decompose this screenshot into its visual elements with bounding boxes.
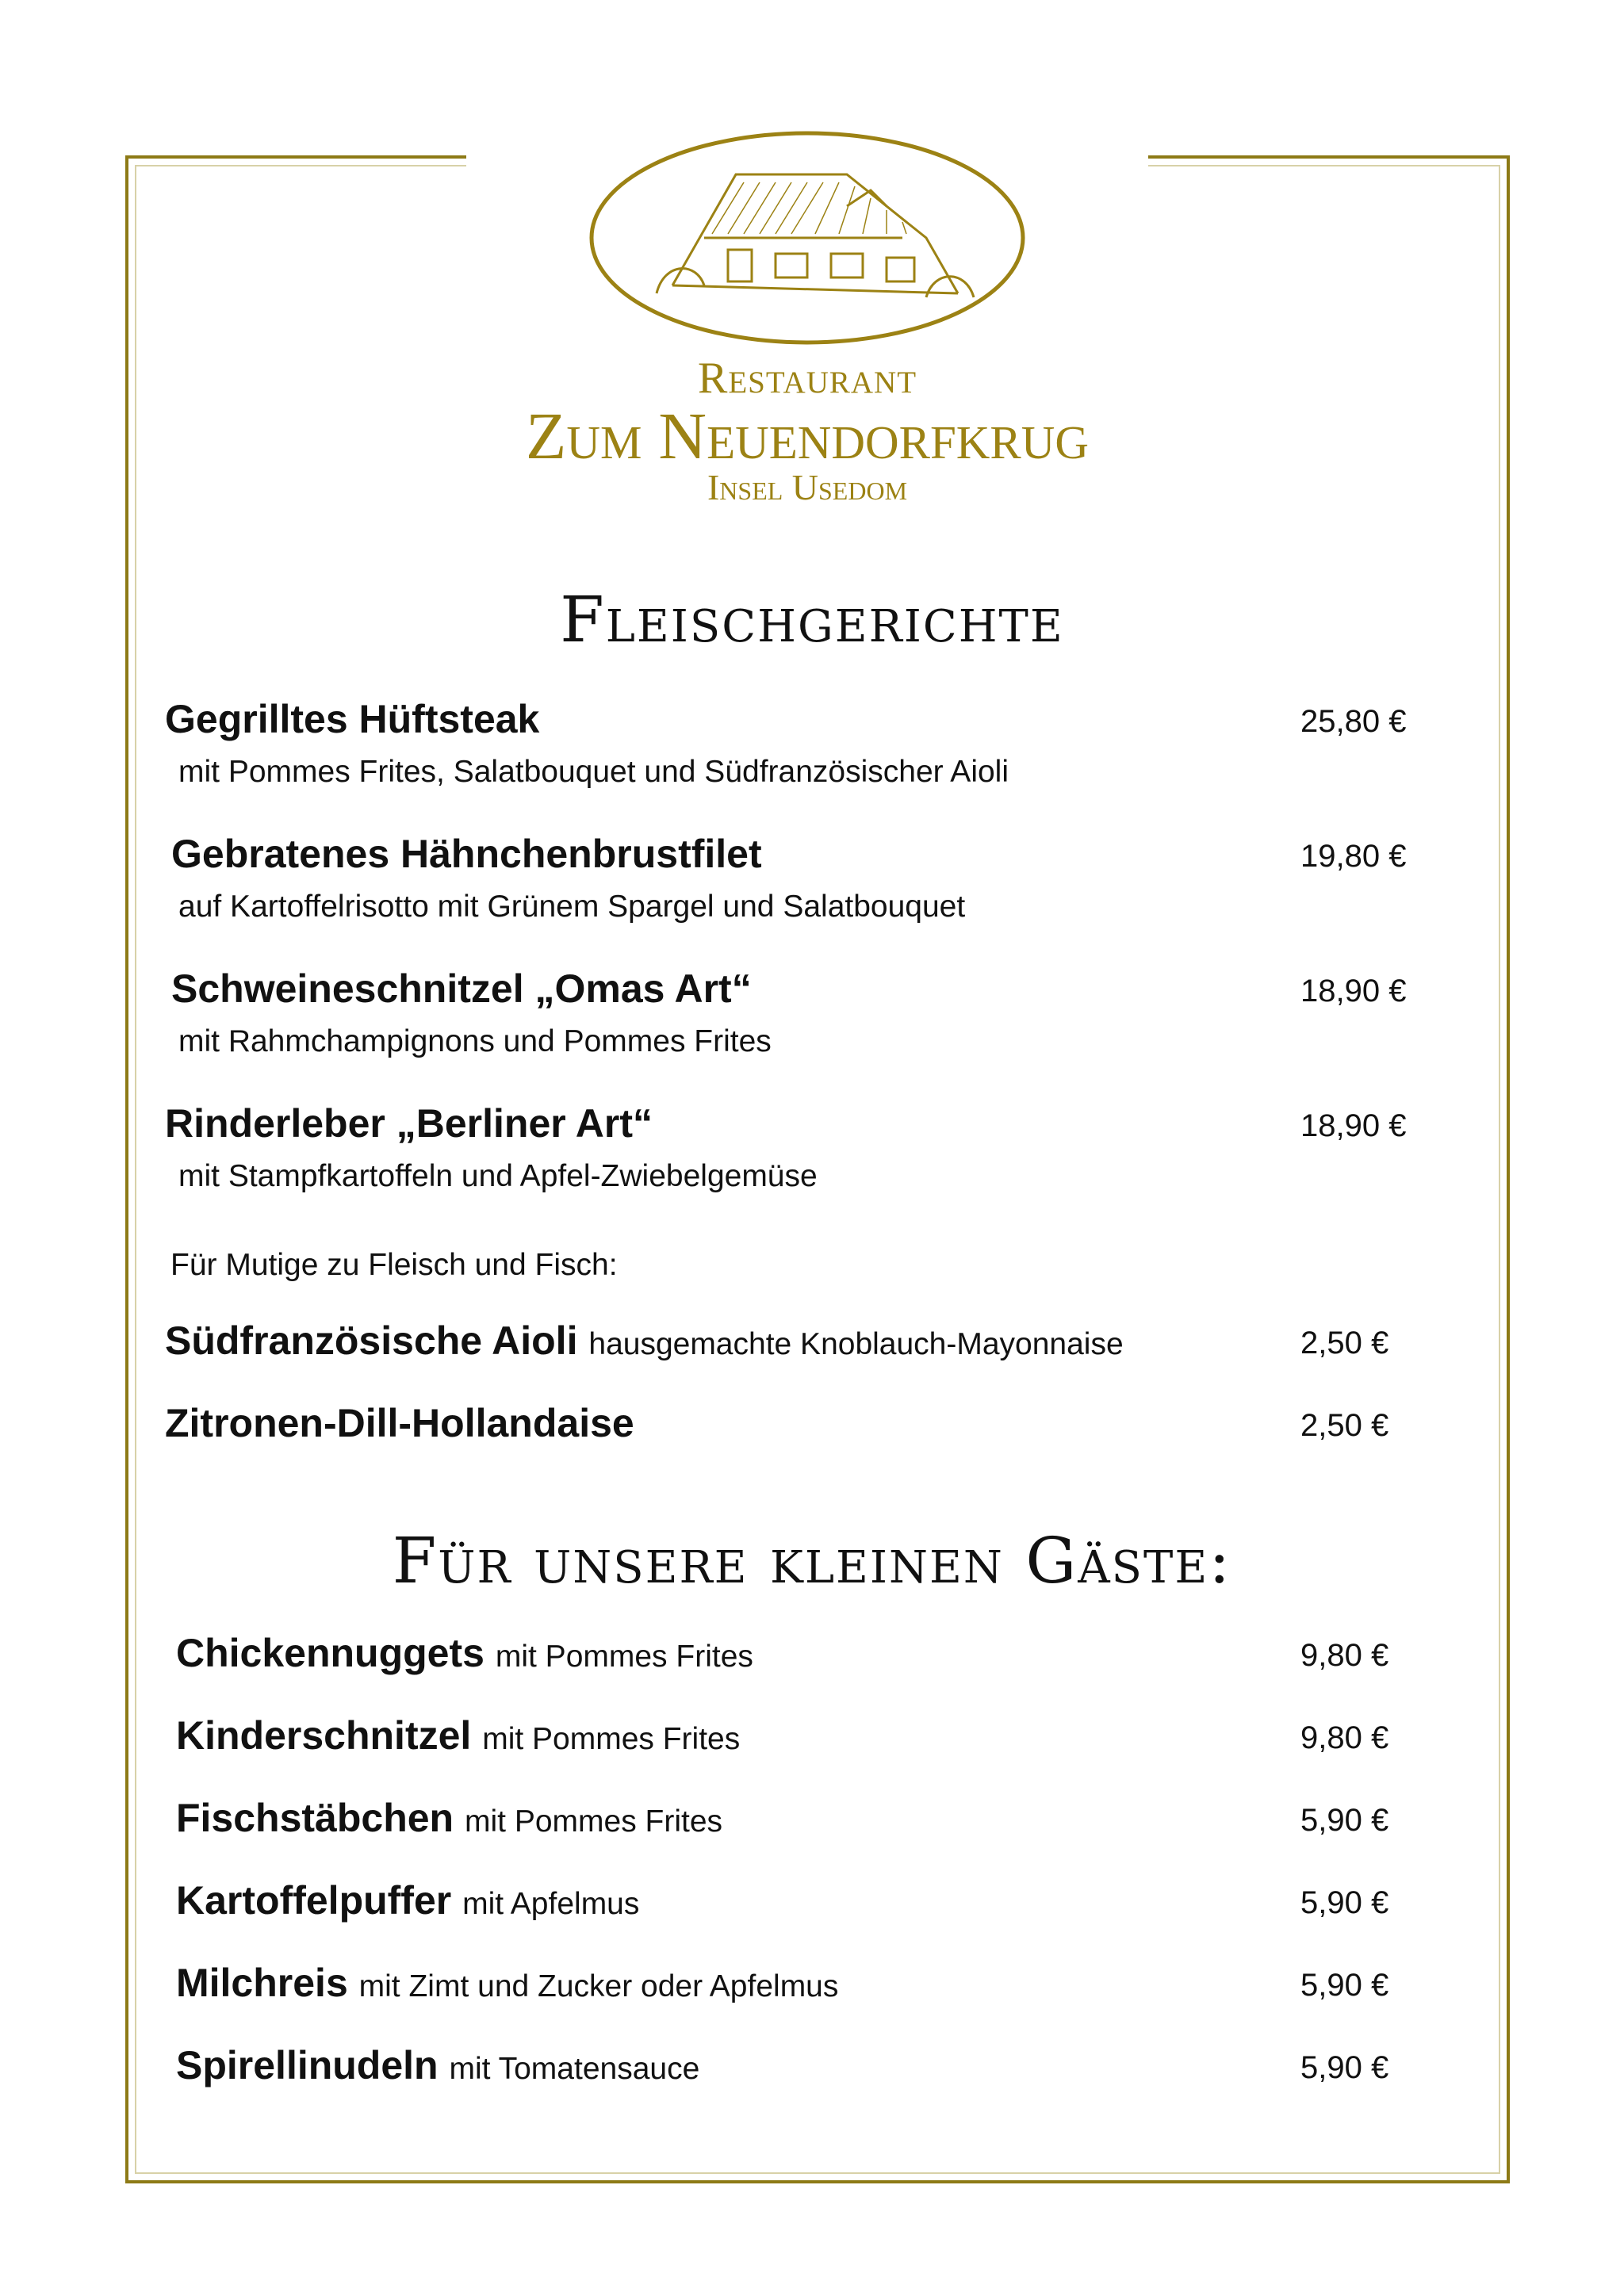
dish-price: 9,80 € bbox=[1300, 1638, 1389, 1673]
dish-description: mit Stampfkartoffeln und Apfel-Zwiebelgemüse bbox=[178, 1159, 818, 1193]
restaurant-logo bbox=[466, 95, 1148, 533]
dish-name: Milchreis mit Zimt und Zucker oder Apfelmus bbox=[176, 1961, 839, 2005]
dish-name: Gegrilltes Hüftsteak bbox=[165, 697, 540, 741]
dish-name: Rinderleber „Berliner Art“ bbox=[165, 1101, 653, 1146]
dish-price: 19,80 € bbox=[1300, 839, 1407, 874]
dish-description: mit Tomatensauce bbox=[449, 2052, 700, 2086]
dish-name: Gebratenes Hähnchenbrustfilet bbox=[171, 832, 762, 876]
dish-price: 25,80 € bbox=[1300, 704, 1407, 739]
house-engraving-icon bbox=[585, 127, 1029, 349]
dish-price: 2,50 € bbox=[1300, 1408, 1389, 1443]
dish-name: Kinderschnitzel mit Pommes Frites bbox=[176, 1713, 741, 1758]
dish-description: mit Pommes Frites bbox=[495, 1640, 753, 1674]
dish-name: Spirellinudeln mit Tomatensauce bbox=[176, 2043, 700, 2087]
dish-name: Zitronen-Dill-Hollandaise bbox=[165, 1401, 634, 1445]
dish-name: Fischstäbchen mit Pommes Frites bbox=[176, 1796, 723, 1840]
dish-price: 5,90 € bbox=[1300, 1968, 1389, 2003]
dish-description: mit Pommes Frites bbox=[482, 1722, 741, 1756]
dish-description: auf Kartoffelrisotto mit Grünem Spargel und Salatbouquet bbox=[178, 890, 966, 924]
dish-description: mit Pommes Frites bbox=[465, 1804, 723, 1839]
dish-description: mit Apfelmus bbox=[462, 1887, 640, 1921]
dish-description: mit Zimt und Zucker oder Apfelmus bbox=[358, 1969, 839, 2003]
dish-name: Südfranzösische Aioli hausgemachte Knoblauch-Mayonnaise bbox=[165, 1318, 1124, 1363]
dish-name: Chickennuggets mit Pommes Frites bbox=[176, 1631, 753, 1675]
dish-price: 5,90 € bbox=[1300, 1885, 1389, 1920]
logo-location: Insel Usedom bbox=[707, 467, 908, 507]
dish-name: Schweineschnitzel „Omas Art“ bbox=[171, 966, 752, 1011]
dish-description: mit Pommes Frites, Salatbouquet und Südfranzösischer Aioli bbox=[178, 755, 1009, 789]
dish-description: mit Rahmchampignons und Pommes Frites bbox=[178, 1024, 772, 1058]
dish-price: 5,90 € bbox=[1300, 2050, 1389, 2085]
logo-restaurant-name: Zum Neuendorfkrug bbox=[526, 400, 1089, 473]
dish-price: 18,90 € bbox=[1300, 1108, 1407, 1143]
dish-description: hausgemachte Knoblauch-Mayonnaise bbox=[588, 1327, 1124, 1361]
section-title-kids: Für unsere kleinen Gäste: bbox=[392, 1524, 1232, 1598]
section-title-meat: Fleischgerichte bbox=[560, 583, 1064, 656]
logo-restaurant-label: Restaurant bbox=[697, 354, 917, 403]
dish-price: 2,50 € bbox=[1300, 1326, 1389, 1360]
extras-label: Für Mutige zu Fleisch und Fisch: bbox=[170, 1248, 618, 1282]
dish-price: 9,80 € bbox=[1300, 1720, 1389, 1755]
dish-price: 18,90 € bbox=[1300, 974, 1407, 1008]
dish-price: 5,90 € bbox=[1300, 1803, 1389, 1838]
dish-name: Kartoffelpuffer mit Apfelmus bbox=[176, 1878, 640, 1923]
